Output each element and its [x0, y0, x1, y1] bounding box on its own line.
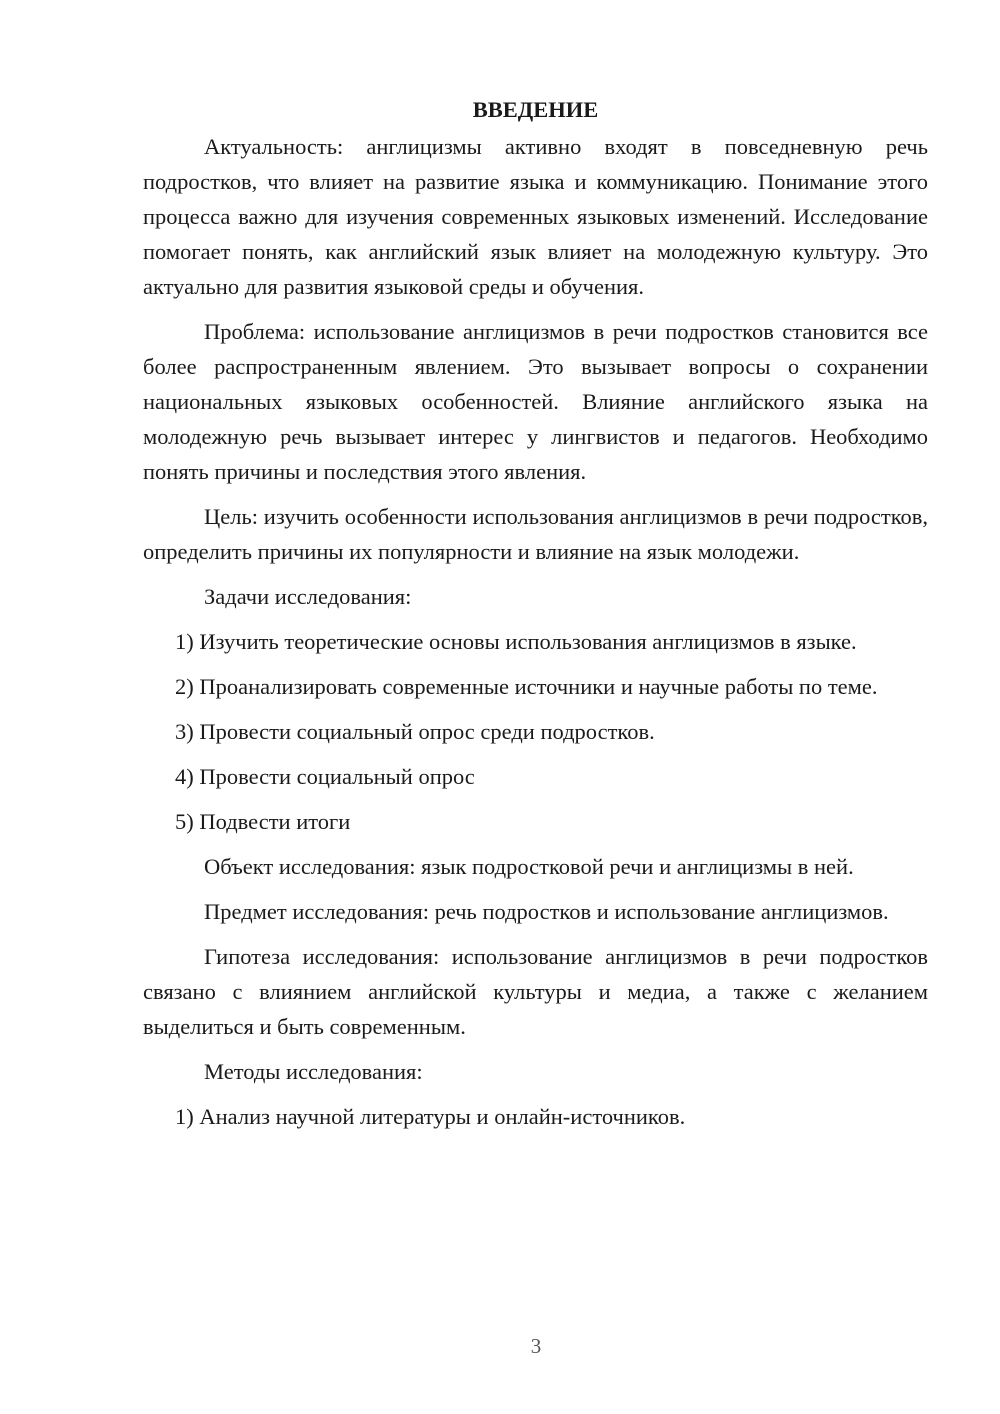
paragraph-goal: Цель: изучить особенности использования англицизмов в речи подростков, определить причины их популярности и влияние на язык молодежи.	[143, 504, 928, 564]
task-item-5: 5) Подвести итоги	[175, 809, 351, 834]
methods-heading: Методы исследования:	[204, 1059, 423, 1084]
task-item-4: 4) Провести социальный опрос	[175, 764, 475, 789]
task-item-1: 1) Изучить теоретические основы использования англицизмов в языке.	[175, 629, 857, 654]
paragraph-relevance: Актуальность: англицизмы активно входят в повседневную речь подростков, что влияет на развитие языка и коммуникацию. Понимание этого процесса важно для изучения современных языковых изменений. Исследование помогает понять, как английский язык влияет на молодежную культуру. Это актуально для развития языковой среды и обучения.	[143, 134, 928, 299]
tasks-heading: Задачи исследования:	[204, 584, 412, 609]
paragraph-subject: Предмет исследования: речь подростков и использование англицизмов.	[204, 899, 889, 924]
task-item-2: 2) Проанализировать современные источники и научные работы по теме.	[175, 674, 878, 699]
section-title: ВВЕДЕНИЕ	[472, 97, 599, 122]
task-item-3: 3) Провести социальный опрос среди подростков.	[175, 719, 655, 744]
paragraph-problem: Проблема: использование англицизмов в речи подростков становится все более распространенным явлением. Это вызывает вопросы о сохранении национальных языковых особенностей. Влияние английского языка на молодежную речь вызывает интерес у лингвистов и педагогов. Необходимо понять причины и последствия этого явления.	[143, 319, 928, 484]
page-content	[143, 92, 928, 1144]
page-number: 3	[530, 1334, 542, 1358]
paragraph-hypothesis: Гипотеза исследования: использование англицизмов в речи подростков связано с влиянием английской культуры и медиа, а также с желанием выделиться и быть современным.	[143, 944, 928, 1039]
paragraph-object: Объект исследования: язык подростковой речи и англицизмы в ней.	[204, 854, 854, 879]
method-item-1: 1) Анализ научной литературы и онлайн-источников.	[175, 1104, 686, 1129]
